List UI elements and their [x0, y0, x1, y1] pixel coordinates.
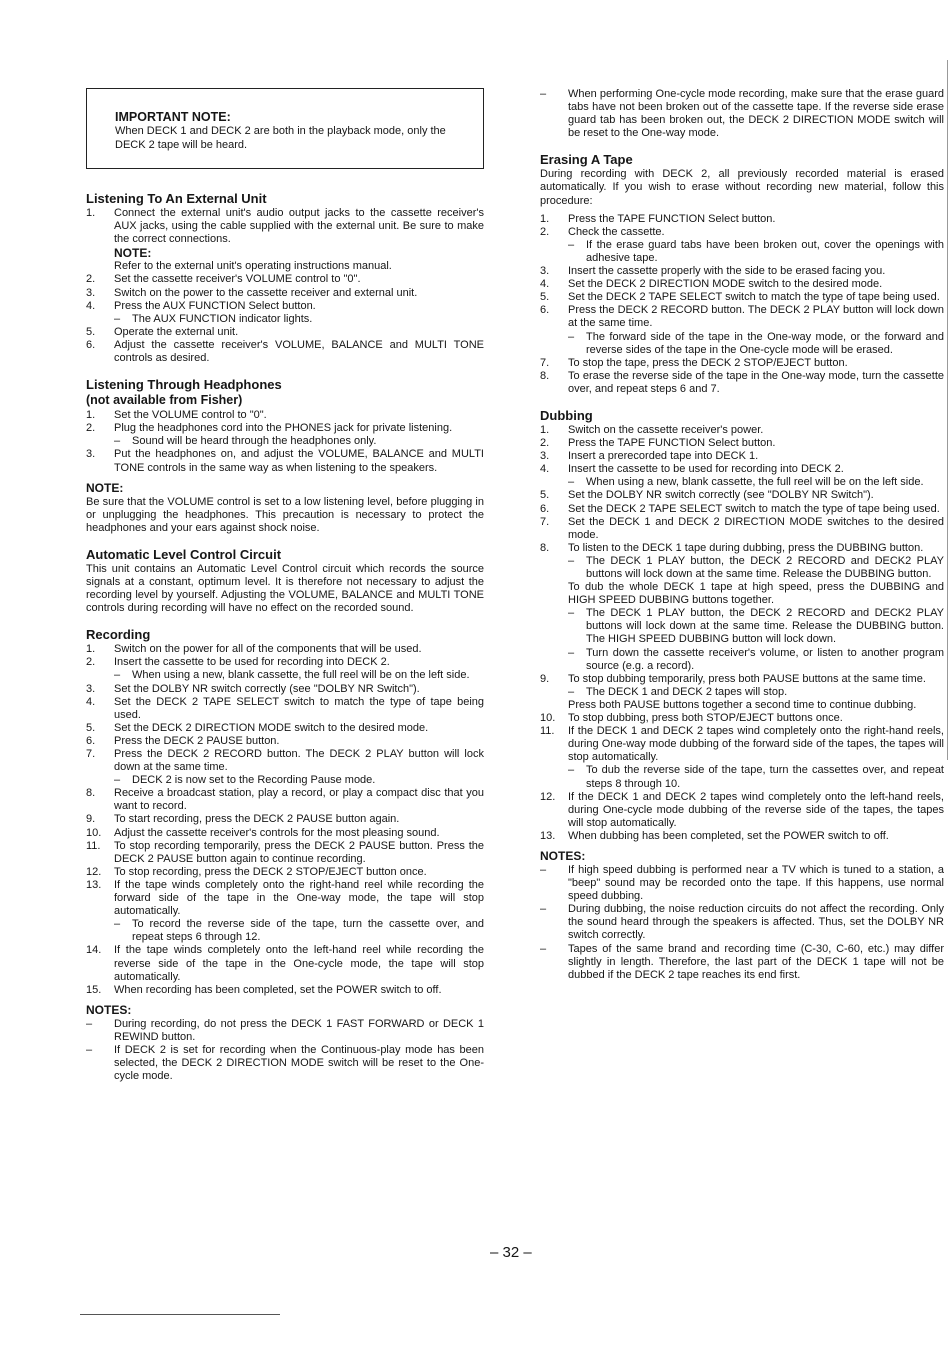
list-item: 10. Adjust the cassette receiver's controls for the most pleasing sound. [86, 826, 440, 839]
list-item: 3. Set the DOLBY NR switch correctly (see "DOLBY NR Switch"). [86, 682, 420, 695]
list-item: 10. To stop dubbing, press both STOP/EJECT buttons once. [540, 712, 843, 725]
list-item: 3. Insert the cassette properly with the side to be erased facing you. [540, 265, 886, 278]
list-item: 4. Set the DECK 2 DIRECTION MODE switch to the desired mode. [540, 278, 883, 291]
list-item: 14. If the tape winds completely onto the left-hand reel while recording the reverse side of the tape in the One-cycle mode, the tape will stop automatically. [86, 944, 484, 983]
dash-item: – The AUX FUNCTION indicator lights. [114, 312, 313, 325]
list-item: 12. If the DECK 1 and DECK 2 tapes wind completely onto the left-hand reels, during One-cycle mode dubbing of the reverse side of the tapes, the tapes will stop automatically. [540, 790, 944, 829]
list-item: 13. When dubbing has been completed, set the POWER switch to off. [540, 829, 889, 842]
list-item: 4. Press the AUX FUNCTION Select button. [86, 299, 316, 312]
list-item: 9. To stop dubbing temporarily, press both PAUSE buttons at the same time. [540, 672, 926, 685]
list-item: 5. Set the DOLBY NR switch correctly (see "DOLBY NR Switch"). [540, 489, 874, 502]
erase-text: During recording with DECK 2, all previously recorded material is erased automatically. If you wish to erase without recording new material, follow this procedure: [540, 168, 944, 207]
list-item: 3. Put the headphones on, and adjust the VOLUME, BALANCE and MULTI TONE controls in the same way as when listening to the speakers. [86, 448, 484, 474]
alc-text: This unit contains an Automatic Level Control circuit which records the source signals at a constant, optimum level. It is therefore not necessary to adjust the recording level by yourself. Adjusting the VOLUME, BALANCE and MULTI TONE controls during recording will have no effect on the recorded sound. [86, 562, 484, 615]
page-number: – 32 – [490, 1244, 532, 1261]
list-item: 6. Set the DECK 2 TAPE SELECT switch to match the type of tape being used. [540, 502, 940, 515]
list-item: 12. To stop recording, press the DECK 2 STOP/EJECT button once. [86, 865, 427, 878]
section-title-headphones: Listening Through Headphones [86, 377, 282, 393]
dash-item: – The DECK 1 and DECK 2 tapes will stop. [568, 685, 788, 698]
notes-label: NOTES: [540, 848, 586, 863]
dash-item: – To dub the reverse side of the tape, turn the cassettes over, and repeat steps 8 through 10. [568, 764, 944, 790]
list-item: 8. To listen to the DECK 1 tape during dubbing, press the DUBBING button. [540, 541, 924, 554]
dash-item: – Sound will be heard through the headphones only. [114, 435, 377, 448]
footer-rule [80, 1314, 280, 1315]
dash-item: – When using a new, blank cassette, the full reel will be on the left side. [114, 669, 470, 682]
list-item: 7. Set the DECK 1 and DECK 2 DIRECTION MODE switches to the desired mode. [540, 515, 944, 541]
note-item: – Tapes of the same brand and recording time (C-30, C-60, etc.) may differ slightly in length. Therefore, the last part of the DECK 1 tape will not be dubbed if the DECK 2 tape reaches its end first. [540, 942, 944, 981]
note-item: – If DECK 2 is set for recording when the Continuous-play mode has been selected, the DECK 2 DIRECTION MODE switch will be reset to the One-cycle mode. [86, 1043, 484, 1083]
note-label: NOTE: [114, 246, 152, 261]
list-item: 6. Press the DECK 2 PAUSE button. [86, 734, 280, 747]
list-item: 7. To stop the tape, press the DECK 2 STOP/EJECT button. [540, 356, 848, 369]
list-item: 6. Press the DECK 2 RECORD button. The DECK 2 PLAY button will lock down at the same time. [540, 304, 944, 330]
list-item: 1. Connect the external unit's audio output jacks to the cassette receiver's AUX jacks, using the cable supplied with the external unit. Be sure to make the correct connections. [86, 207, 484, 246]
list-item: 11. If the DECK 1 and DECK 2 tapes wind completely onto the right-hand reels, during One-way mode dubbing of the forward side of the tapes, the tapes will stop automatically. [540, 725, 944, 764]
list-item: 1. Press the TAPE FUNCTION Select button. [540, 212, 776, 225]
left-column [86, 88, 484, 1083]
list-item: 1. Switch on the cassette receiver's power. [540, 423, 764, 436]
note-item: – During recording, do not press the DECK 1 FAST FORWARD or DECK 1 REWIND button. [86, 1017, 484, 1043]
list-item: 3. Insert a prerecorded tape into DECK 1. [540, 450, 759, 463]
list-item: 9. To start recording, press the DECK 2 PAUSE button again. [86, 813, 400, 826]
step-continuation: Press both PAUSE buttons together a second time to continue dubbing. [568, 698, 917, 711]
list-item: 2. Press the TAPE FUNCTION Select button. [540, 437, 776, 450]
list-item: 2. Plug the headphones cord into the PHONES jack for private listening. [86, 422, 453, 435]
note-item: – If high speed dubbing is performed near a TV which is tuned to a station, a "beep" sound may be recorded onto the tape. If this happens, use normal speed dubbing. [540, 863, 944, 903]
note-text: Refer to the external unit's operating instructions manual. [114, 260, 392, 273]
list-item: 7. Press the DECK 2 RECORD button. The DECK 2 PLAY button will lock down at the same time. [86, 748, 484, 774]
list-item: 2. Insert the cassette to be used for recording into DECK 2. [86, 656, 390, 669]
note-item: – When performing One-cycle mode recording, make sure that the erase guard tabs have not been broken out of the cassette tape. If the reverse side erase guard tab has been broken out, the DECK 2 DIRECTION MODE switch will be reset to the One-way mode. [540, 88, 944, 140]
dash-item: – The forward side of the tape in the One-way mode, or the forward and reverse sides of the tape in the One-cycle mode will be erased. [568, 330, 944, 356]
important-note-text: When DECK 1 and DECK 2 are both in the playback mode, only the DECK 2 tape will be heard. [115, 125, 446, 151]
notes-label: NOTES: [86, 1002, 132, 1017]
right-column [540, 88, 944, 982]
dash-item: – To record the reverse side of the tape, turn the cassette over, and repeat steps 6 through 12. [114, 918, 484, 944]
list-item: 1. Switch on the power for all of the components that will be used. [86, 643, 422, 656]
list-item: 8. Receive a broadcast station, play a record, or play a compact disc that you want to record. [86, 787, 484, 813]
section-subtitle-headphones: (not available from Fisher) [86, 393, 243, 408]
note-label: NOTE: [86, 480, 124, 495]
list-item: 1. Set the VOLUME control to "0". [86, 409, 267, 422]
dash-item: – The DECK 1 PLAY button, the DECK 2 RECORD and DECK2 PLAY buttons will lock down at the same time. Release the DUBBING button. The HIGH SPEED DUBBING button will lock down. [568, 607, 944, 646]
dash-item: – When using a new, blank cassette, the full reel will be on the left side. [568, 476, 924, 489]
list-item: 4. Set the DECK 2 TAPE SELECT switch to match the type of tape being used. [86, 695, 484, 721]
list-item: 5. Set the DECK 2 DIRECTION MODE switch to the desired mode. [86, 721, 429, 734]
list-item: 6. Adjust the cassette receiver's VOLUME, BALANCE and MULTI TONE controls as desired. [86, 338, 484, 365]
important-note-box [86, 88, 484, 169]
list-item: 2. Check the cassette. [540, 225, 665, 238]
list-item: 2. Set the cassette receiver's VOLUME control to "0". [86, 273, 361, 286]
list-item: 15. When recording has been completed, set the POWER switch to off. [86, 983, 442, 996]
list-item: 13. If the tape winds completely onto the right-hand reel while recording the forward side of the tape in the One-way mode, the tape will stop automatically. [86, 878, 484, 918]
note-item: – During dubbing, the noise reduction circuits do not affect the recording. Only the sound heard through the speakers is affected. Thus, set the DOLBY NR switch correctly. [540, 903, 944, 942]
list-item: 5. Set the DECK 2 TAPE SELECT switch to match the type of tape being used. [540, 291, 940, 304]
section-title-dubbing: Dubbing [540, 407, 593, 423]
dash-item: – The DECK 1 PLAY button, the DECK 2 RECORD and DECK2 PLAY buttons will lock down at the same time. Release the DUBBING button. [568, 554, 944, 580]
section-title-alc: Automatic Level Control Circuit [86, 546, 282, 562]
important-note-title: IMPORTANT NOTE: [115, 110, 231, 124]
list-item: 5. Operate the external unit. [86, 325, 239, 338]
section-title-recording: Recording [86, 627, 151, 643]
list-item: 8. To erase the reverse side of the tape in the One-way mode, turn the cassette over, and repeat steps 6 and 7. [540, 369, 944, 395]
dash-item: – DECK 2 is now set to the Recording Pause mode. [114, 774, 376, 787]
dash-item: – Turn down the cassette receiver's volume, or listen to another program source (e.g. a record). [568, 646, 944, 672]
dash-item: – If the erase guard tabs have been broken out, cover the openings with adhesive tape. [568, 238, 944, 264]
list-item: 4. Insert the cassette to be used for recording into DECK 2. [540, 463, 844, 476]
section-title-external: Listening To An External Unit [86, 191, 267, 207]
list-item: 11. To stop recording temporarily, press the DECK 2 PAUSE button. Press the DECK 2 PAUSE button again to continue recording. [86, 839, 484, 865]
note-text: Be sure that the VOLUME control is set to a low listening level, before plugging in or unplugging the headphones. This precaution is necessary to protect the headphones and your ears against shock noise. [86, 495, 484, 534]
step-continuation: To dub the whole DECK 1 tape at high speed, press the DUBBING and HIGH SPEED DUBBING buttons together. [568, 581, 944, 607]
page-edge-line [947, 60, 948, 760]
section-title-erasing: Erasing A Tape [540, 152, 633, 168]
list-item: 3. Switch on the power to the cassette receiver and external unit. [86, 286, 418, 299]
